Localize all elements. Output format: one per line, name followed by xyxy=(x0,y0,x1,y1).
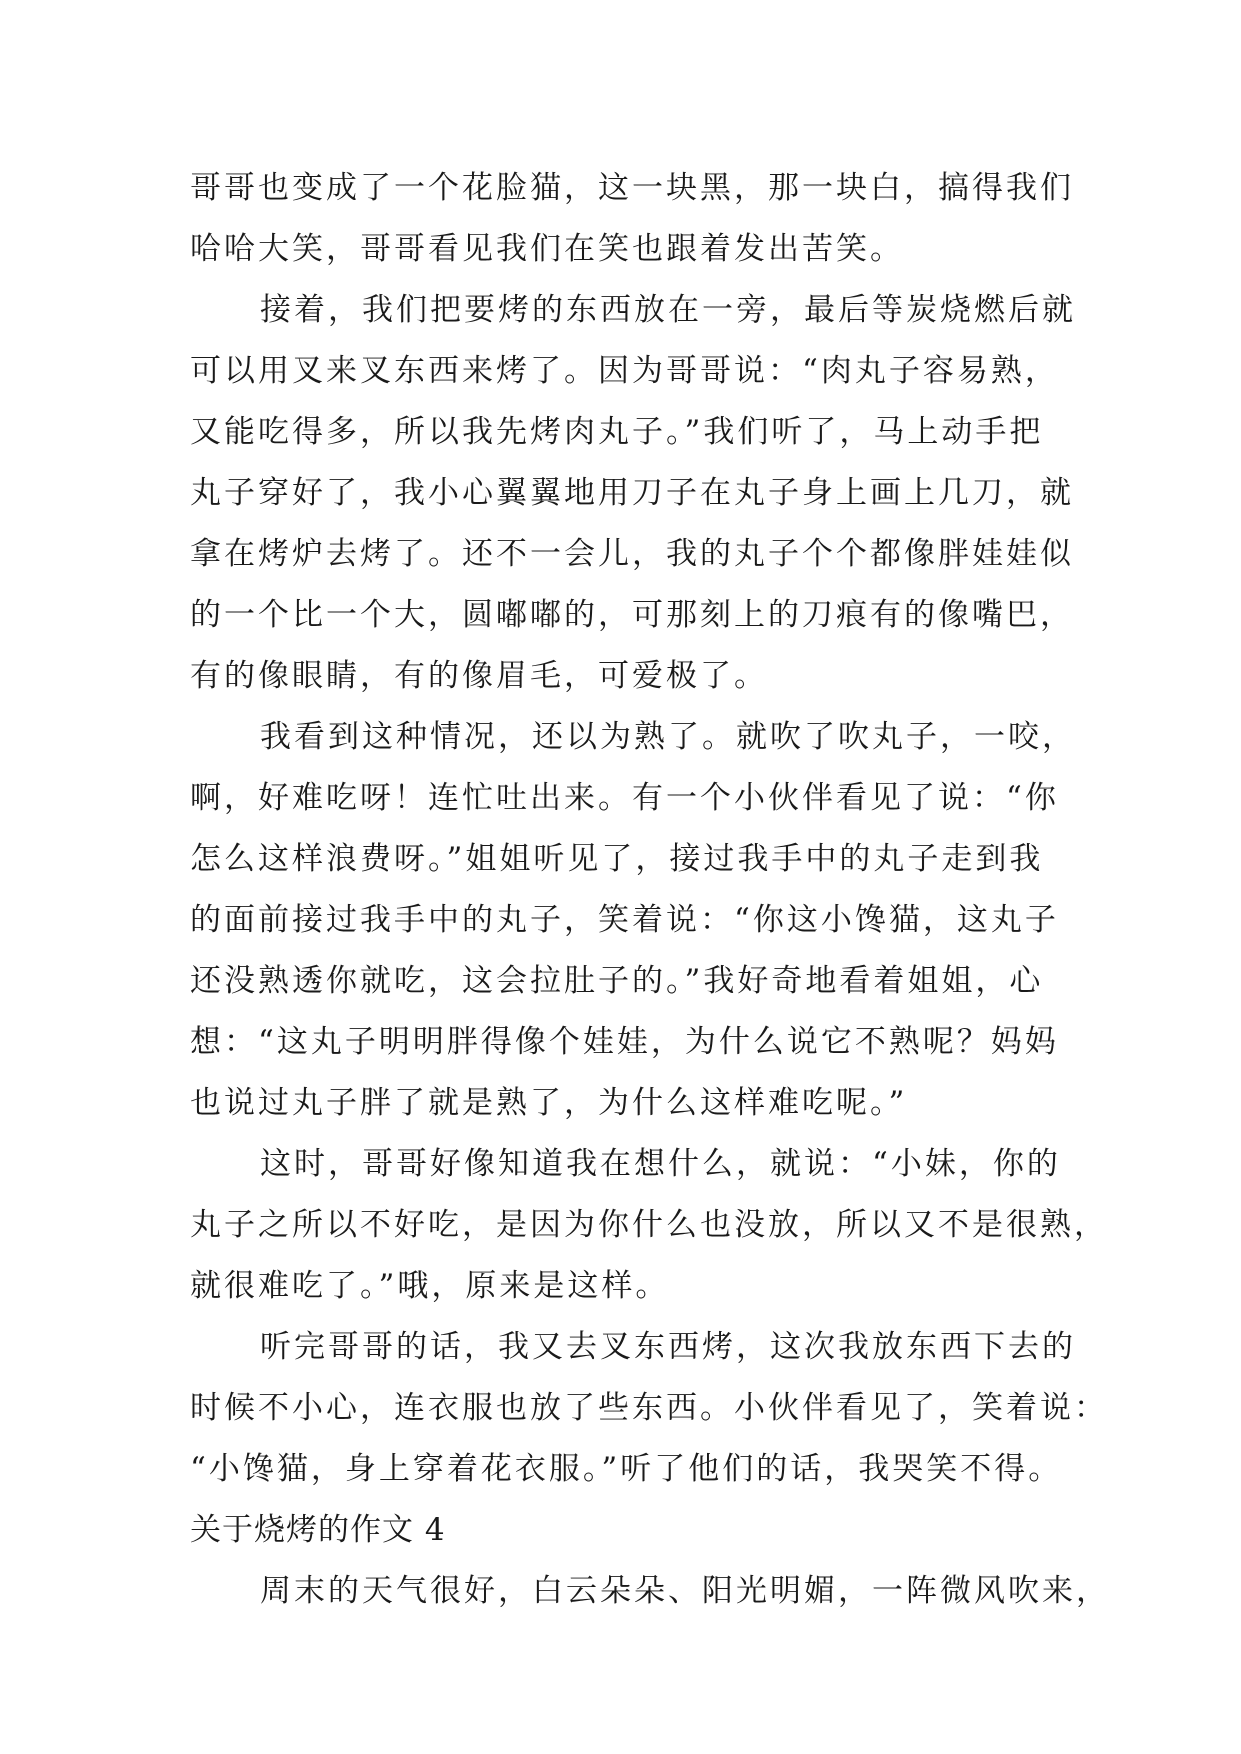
text-line: 还没熟透你就吃，这会拉肚子的。”我好奇地看着姐姐，心 xyxy=(190,963,1044,999)
text-line: “小馋猫，身上穿着花衣服。”听了他们的话，我哭笑不得。 xyxy=(190,1451,1063,1487)
text-line: 哈哈大笑，哥哥看见我们在笑也跟着发出苦笑。 xyxy=(190,231,904,267)
text-line: 有的像眼睛，有的像眉毛，可爱极了。 xyxy=(190,658,768,694)
paragraph-first-line: 接着，我们把要烤的东西放在一旁，最后等炭烧燃后就 xyxy=(260,292,1076,328)
paragraph-first-line: 听完哥哥的话，我又去叉东西烤，这次我放东西下去的 xyxy=(260,1329,1076,1365)
paragraph-first-line: 周末的天气很好，白云朵朵、阳光明媚，一阵微风吹来， xyxy=(260,1573,1110,1609)
text-line: 丸子穿好了，我小心翼翼地用刀子在丸子身上画上几刀，就 xyxy=(190,475,1074,511)
text-line: 啊，好难吃呀！连忙吐出来。有一个小伙伴看见了说：“你 xyxy=(190,780,1059,816)
text-line: 怎么这样浪费呀。”姐姐听见了，接过我手中的丸子走到我 xyxy=(190,841,1044,877)
paragraph-first-line: 这时，哥哥好像知道我在想什么，就说：“小妹，你的 xyxy=(260,1146,1061,1182)
text-line: 也说过丸子胖了就是熟了，为什么这样难吃呢。” xyxy=(190,1085,908,1121)
text-line: 想：“这丸子明明胖得像个娃娃，为什么说它不熟呢？妈妈 xyxy=(190,1024,1059,1060)
text-line: 丸子之所以不好吃，是因为你什么也没放，所以又不是很熟， xyxy=(190,1207,1108,1243)
text-line: 的面前接过我手中的丸子，笑着说：“你这小馋猫，这丸子 xyxy=(190,902,1059,938)
text-line: 时候不小心，连衣服也放了些东西。小伙伴看见了，笑着说： xyxy=(190,1390,1108,1426)
document-body xyxy=(190,158,1110,1622)
text-line: 可以用叉来叉东西来烤了。因为哥哥说：“肉丸子容易熟， xyxy=(190,353,1059,389)
text-line: 哥哥也变成了一个花脸猫，这一块黑，那一块白，搞得我们 xyxy=(190,170,1074,206)
text-line: 拿在烤炉去烤了。还不一会儿，我的丸子个个都像胖娃娃似 xyxy=(190,536,1074,572)
paragraph-first-line: 我看到这种情况，还以为熟了。就吹了吹丸子，一咬， xyxy=(260,719,1076,755)
text-line: 又能吃得多，所以我先烤肉丸子。”我们听了，马上动手把 xyxy=(190,414,1044,450)
text-line: 就很难吃了。”哦，原来是这样。 xyxy=(190,1268,670,1304)
section-heading: 关于烧烤的作文 4 xyxy=(190,1512,446,1548)
text-line: 的一个比一个大，圆嘟嘟的，可那刻上的刀痕有的像嘴巴， xyxy=(190,597,1074,633)
